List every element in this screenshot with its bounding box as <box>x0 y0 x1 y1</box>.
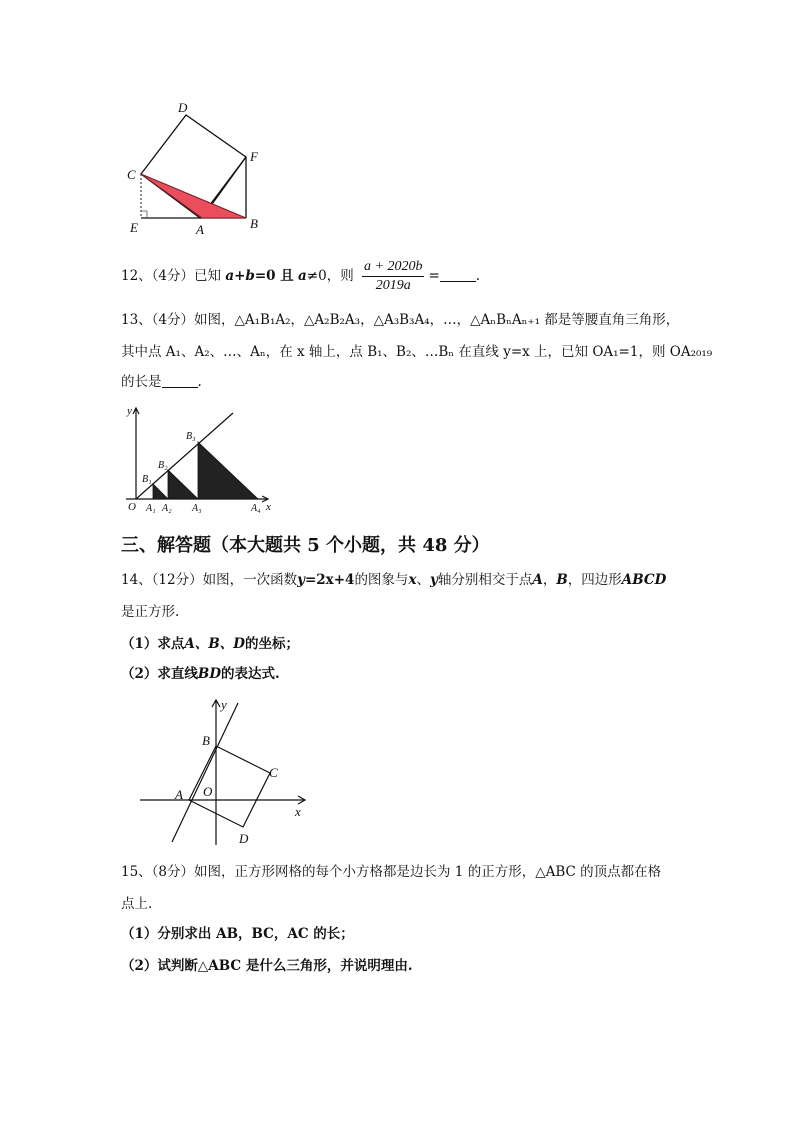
label-D: D <box>239 831 249 846</box>
right-angle-mark <box>141 211 147 218</box>
question-15-line1: 15、（8分）如图，正方形网格的每个小方格都是边长为 1 的正方形，△ABC 的顶点都在格 <box>121 864 662 880</box>
label-A: A <box>196 222 204 237</box>
label-B1: B₁ <box>142 474 152 485</box>
answer-blank <box>162 373 198 388</box>
staircase-triangles-figure <box>118 398 283 518</box>
label-C: C <box>269 765 278 780</box>
question-13-line2: 其中点 A₁、A₂、…、Aₙ，在 x 轴上，点 B₁、B₂、…Bₙ 在直线 y=x 上，已知 OA₁=1，则 OA₂₀₁₉ <box>121 344 713 360</box>
label-O: O <box>203 784 213 799</box>
question-13-line1: 13、（4分）如图，△A₁B₁A₂，△A₂B₂A₃，△A₃B₃A₄，…，△AₙBₙAₙ₊₁ 都是等腰直角三角形， <box>121 312 680 328</box>
label-y: y <box>127 405 132 417</box>
label-x: x <box>295 804 301 819</box>
label-B2: B₂ <box>158 460 168 471</box>
label-x: x <box>266 501 271 513</box>
label-y: y <box>221 697 227 712</box>
square-ABCD <box>189 746 270 827</box>
question-12: 12、（4分）已知 a+b=0 且 a≠0，则 $\frac{a + 2020b}{2019a}$ = . <box>121 259 481 293</box>
label-D: D <box>178 100 188 115</box>
red-triangle-CAB <box>141 174 246 218</box>
label-C: C <box>127 167 136 182</box>
question-15-sub1: （1）分别求出 AB，BC，AC 的长； <box>121 926 354 942</box>
question-13-line3: 的长是 . <box>121 374 202 390</box>
label-A4: A₄ <box>251 503 261 514</box>
label-O: O <box>128 501 136 513</box>
label-A1: A₁ <box>146 503 156 514</box>
question-15-line2: 点上. <box>121 896 153 912</box>
triangle-A3B3A4 <box>198 442 258 499</box>
fraction <box>362 258 424 295</box>
triangle-A2B2A3 <box>168 470 198 499</box>
question-15-sub2: （2）试判断△ABC 是什么三角形，并说明理由. <box>121 958 413 974</box>
fraction-numerator: a + 2020b <box>362 258 424 277</box>
fraction-denominator: 2019a <box>375 278 411 293</box>
line-y-equals-2x-plus-4 <box>172 703 238 842</box>
label-A: A <box>175 787 183 802</box>
question-14-sub2: （2）求直线BD的表达式. <box>121 666 280 682</box>
label-B3: B₃ <box>186 431 196 442</box>
coordinate-square-figure <box>135 695 315 855</box>
question-14-line1: 14、（12分）如图，一次函数y=2x+4的图象与x、y轴分别相交于点A，B，四边形ABCD <box>121 572 667 588</box>
answer-blank <box>440 267 476 282</box>
label-F: F <box>250 149 258 164</box>
question-14-sub1: （1）求点A、B、D的坐标； <box>121 636 299 652</box>
square-triangle-figure <box>120 95 270 240</box>
label-A3: A₃ <box>192 503 202 514</box>
label-B: B <box>250 216 258 231</box>
label-E: E <box>130 220 138 235</box>
section-heading: 三、解答题（本大题共 5 个小题，共 48 分） <box>121 535 490 556</box>
question-14-line2: 是正方形. <box>121 604 180 620</box>
label-B: B <box>202 733 210 748</box>
triangle-A1B1A2 <box>153 484 168 499</box>
label-A2: A₂ <box>162 503 172 514</box>
